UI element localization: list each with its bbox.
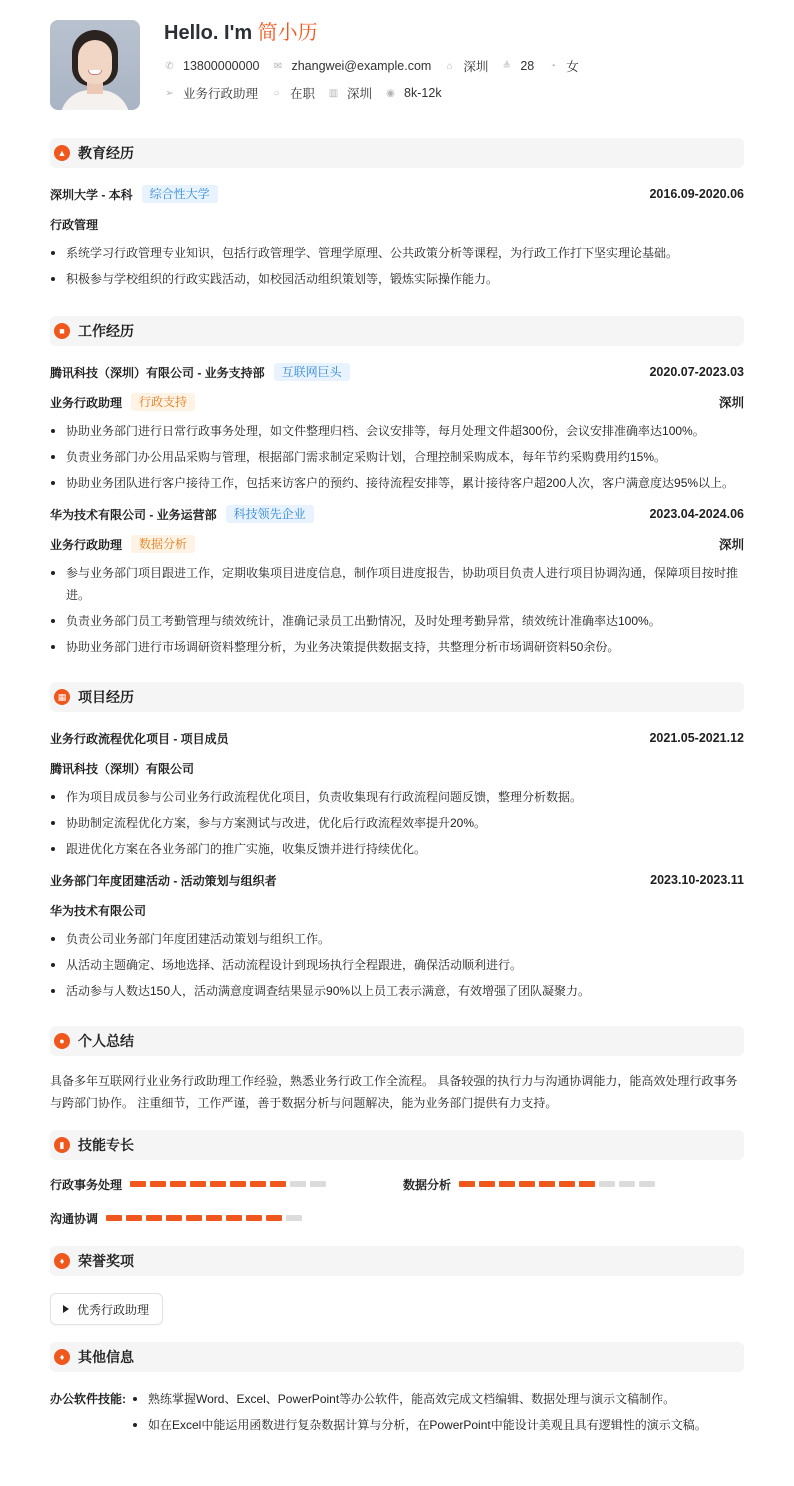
phone-icon: ✆ bbox=[165, 60, 174, 72]
skill-segment bbox=[230, 1181, 246, 1187]
skill-segment bbox=[599, 1181, 615, 1187]
school-name: 深圳大学 - 本科 bbox=[50, 187, 133, 202]
skill-segment bbox=[559, 1181, 575, 1187]
skill-segment bbox=[286, 1215, 302, 1221]
send-icon: ➢ bbox=[165, 87, 174, 99]
user-icon: ● bbox=[54, 1033, 70, 1049]
work-city: 深圳 bbox=[718, 538, 744, 552]
summary-text: 具备多年互联网行业业务行政助理工作经验，熟悉业务行政工作全流程。 具备较强的执行力与沟通协调能力，能高效处理行政事务与跨部门协作。 注重细节，工作严谨，善于数据分析与问题解决，能为业务部门提供有力支持。 bbox=[50, 1074, 738, 1110]
list-item: 负责业务部门员工考勤管理与绩效统计，准确记录员工出勤情况，及时处理考勤异常，绩效统计准确率达100%。 bbox=[50, 610, 744, 632]
skill-segment bbox=[619, 1181, 635, 1187]
skill-segment bbox=[186, 1215, 202, 1221]
skill-segment bbox=[226, 1215, 242, 1221]
list-item: 从活动主题确定、场地选择、活动流程设计到现场执行全程跟进，确保活动顺利进行。 bbox=[50, 954, 744, 976]
skill-level-bar bbox=[459, 1181, 659, 1187]
list-item: 负责公司业务部门年度团建活动策划与组织工作。 bbox=[50, 928, 744, 950]
contact-email: ✉ zhangwei@example.com bbox=[273, 59, 432, 73]
skill-segment bbox=[310, 1181, 326, 1187]
contact-location: ⌂ 深圳 bbox=[444, 57, 488, 75]
contact-row bbox=[164, 58, 592, 74]
skills-list bbox=[50, 1174, 744, 1228]
skill-segment bbox=[170, 1181, 186, 1187]
gender-icon: ◔ bbox=[549, 60, 556, 72]
graduation-cap-icon: ▲ bbox=[54, 145, 70, 161]
project-org: 腾讯科技（深圳）有限公司 bbox=[50, 761, 195, 776]
skill-segment bbox=[210, 1181, 226, 1187]
section-projects-header: ▦ 项目经历 bbox=[50, 682, 744, 712]
skill-segment bbox=[246, 1215, 262, 1221]
list-item: 负责业务部门办公用品采购与管理，根据部门需求制定采购计划，合理控制采购成本，每年节约采购费用约15%。 bbox=[50, 446, 744, 468]
award-item: 优秀行政助理 bbox=[50, 1293, 163, 1325]
award-icon: ♦ bbox=[54, 1253, 70, 1269]
section-skills-header: ▮ 技能专长 bbox=[50, 1130, 744, 1160]
education-entry bbox=[50, 184, 744, 204]
project-name: 业务行政流程优化项目 - 项目成员 bbox=[50, 731, 229, 746]
skill-segment bbox=[166, 1215, 182, 1221]
skill-level-bar bbox=[130, 1181, 330, 1187]
skill-segment bbox=[266, 1215, 282, 1221]
project-entry bbox=[50, 870, 744, 890]
section-work-header: ■ 工作经历 bbox=[50, 316, 744, 346]
page-title: Hello. I'm 简小历 bbox=[164, 22, 318, 44]
section-awards-header: ♦ 荣誉奖项 bbox=[50, 1246, 744, 1276]
skill-item: 行政事务处理 bbox=[50, 1174, 403, 1194]
list-item: 协助业务团队进行客户接待工作，包括来访客户的预约、接待流程安排等，累计接待客户超200人次，客户满意度达95%以上。 bbox=[50, 472, 744, 494]
list-item: 跟进优化方案在各业务部门的推广实施，收集反馈并进行持续优化。 bbox=[50, 838, 744, 860]
age-icon: ≜ bbox=[502, 60, 512, 72]
project-name: 业务部门年度团建活动 - 活动策划与组织者 bbox=[50, 873, 277, 888]
resume-header bbox=[50, 20, 744, 110]
grid-icon: ▦ bbox=[54, 689, 70, 705]
other-label: 办公软件技能: bbox=[50, 1392, 126, 1406]
contact-age: ≜ 28 bbox=[502, 59, 535, 73]
mail-icon: ✉ bbox=[273, 60, 283, 72]
other-bullets bbox=[132, 1388, 707, 1440]
salary-icon: ◉ bbox=[386, 87, 395, 99]
skill-segment bbox=[106, 1215, 122, 1221]
list-item: 活动参与人数达150人，活动满意度调查结果显示90%以上员工表示满意，有效增强了团队凝聚力。 bbox=[50, 980, 744, 1002]
list-item: 协助业务部门进行日常行政事务处理，如文件整理归档、会议安排等，每月处理文件超300份，会议安排准确率达100%。 bbox=[50, 420, 744, 442]
skill-segment bbox=[499, 1181, 515, 1187]
skill-segment bbox=[190, 1181, 206, 1187]
role-tag: 数据分析 bbox=[131, 535, 195, 553]
skill-segment bbox=[270, 1181, 286, 1187]
skill-item: 数据分析 bbox=[403, 1174, 744, 1194]
skill-segment bbox=[290, 1181, 306, 1187]
other-info bbox=[50, 1388, 744, 1440]
major: 行政管理 bbox=[50, 217, 99, 232]
section-other-header: ♦ 其他信息 bbox=[50, 1342, 744, 1372]
list-item: 如在Excel中能运用函数进行复杂数据计算与分析，在PowerPoint中能设计美观且具有逻辑性的演示文稿。 bbox=[132, 1414, 707, 1436]
skill-segment bbox=[206, 1215, 222, 1221]
work-date: 2023.04-2024.06 bbox=[649, 507, 744, 521]
intention-row bbox=[164, 85, 592, 101]
role-name: 业务行政助理 bbox=[50, 395, 123, 410]
status-icon: ○ bbox=[273, 87, 280, 99]
company-tag: 互联网巨头 bbox=[274, 363, 350, 381]
avatar bbox=[50, 20, 140, 110]
work-bullets bbox=[50, 420, 744, 494]
skill-item: 沟通协调 bbox=[50, 1208, 403, 1228]
list-item: 系统学习行政管理专业知识，包括行政管理学、管理学原理、公共政策分析等课程，为行政工作打下坚实理论基础。 bbox=[50, 242, 744, 264]
skill-segment bbox=[519, 1181, 535, 1187]
briefcase-icon: ■ bbox=[54, 323, 70, 339]
work-bullets bbox=[50, 562, 744, 658]
section-education-header: ▲ 教育经历 bbox=[50, 138, 744, 168]
award-icon: ♦ bbox=[54, 1349, 70, 1365]
skill-segment bbox=[250, 1181, 266, 1187]
intention-status: ○ 在职 bbox=[271, 84, 315, 102]
project-bullets bbox=[50, 786, 744, 860]
project-bullets bbox=[50, 928, 744, 1002]
contact-gender: ◔ 女 bbox=[547, 57, 579, 75]
candidate-name: 简小历 bbox=[257, 22, 318, 44]
list-item: 熟练掌握Word、Excel、PowerPoint等办公软件，能高效完成文档编辑、数据处理与演示文稿制作。 bbox=[132, 1388, 707, 1410]
intention-position: ➢ 业务行政助理 bbox=[165, 87, 259, 101]
company-tag: 科技领先企业 bbox=[226, 505, 314, 523]
education-date: 2016.09-2020.06 bbox=[649, 187, 744, 201]
intention-salary: ◉ 8k-12k bbox=[386, 86, 442, 100]
work-entry bbox=[50, 362, 744, 382]
role-name: 业务行政助理 bbox=[50, 537, 123, 552]
school-tag: 综合性大学 bbox=[142, 185, 218, 203]
skill-segment bbox=[539, 1181, 555, 1187]
intention-city: ▥ 深圳 bbox=[328, 87, 373, 101]
project-org: 华为技术有限公司 bbox=[50, 903, 147, 918]
contact-phone: ✆ 13800000000 bbox=[165, 59, 260, 73]
skill-segment bbox=[459, 1181, 475, 1187]
company-name: 腾讯科技（深圳）有限公司 - 业务支持部 bbox=[50, 365, 265, 380]
list-item: 协助业务部门进行市场调研资料整理分析，为业务决策提供数据支持，共整理分析市场调研资料50余份。 bbox=[50, 636, 744, 658]
project-date: 2021.05-2021.12 bbox=[649, 731, 744, 745]
work-city: 深圳 bbox=[718, 396, 744, 410]
work-entry bbox=[50, 504, 744, 524]
section-summary-header: ● 个人总结 bbox=[50, 1026, 744, 1056]
education-bullets bbox=[50, 242, 744, 290]
bar-chart-icon: ▮ bbox=[54, 1137, 70, 1153]
skill-segment bbox=[639, 1181, 655, 1187]
triangle-right-icon bbox=[63, 1305, 69, 1313]
list-item: 积极参与学校组织的行政实践活动，如校园活动组织策划等，锻炼实际操作能力。 bbox=[50, 268, 744, 290]
list-item: 作为项目成员参与公司业务行政流程优化项目，负责收集现有行政流程问题反馈，整理分析数据。 bbox=[50, 786, 744, 808]
building-icon: ▥ bbox=[328, 87, 339, 99]
skill-segment bbox=[579, 1181, 595, 1187]
skill-segment bbox=[130, 1181, 146, 1187]
project-entry bbox=[50, 728, 744, 748]
skill-segment bbox=[146, 1215, 162, 1221]
home-icon: ⌂ bbox=[446, 60, 453, 72]
skill-segment bbox=[150, 1181, 166, 1187]
list-item: 协助制定流程优化方案，参与方案测试与改进，优化后行政流程效率提升20%。 bbox=[50, 812, 744, 834]
project-date: 2023.10-2023.11 bbox=[650, 873, 744, 887]
role-tag: 行政支持 bbox=[131, 393, 195, 411]
company-name: 华为技术有限公司 - 业务运营部 bbox=[50, 507, 217, 522]
skill-segment bbox=[126, 1215, 142, 1221]
skill-level-bar bbox=[106, 1215, 306, 1221]
work-date: 2020.07-2023.03 bbox=[649, 365, 744, 379]
skill-segment bbox=[479, 1181, 495, 1187]
list-item: 参与业务部门项目跟进工作，定期收集项目进度信息，制作项目进度报告，协助项目负责人进行项目协调沟通，保障项目按时推进。 bbox=[50, 562, 744, 606]
